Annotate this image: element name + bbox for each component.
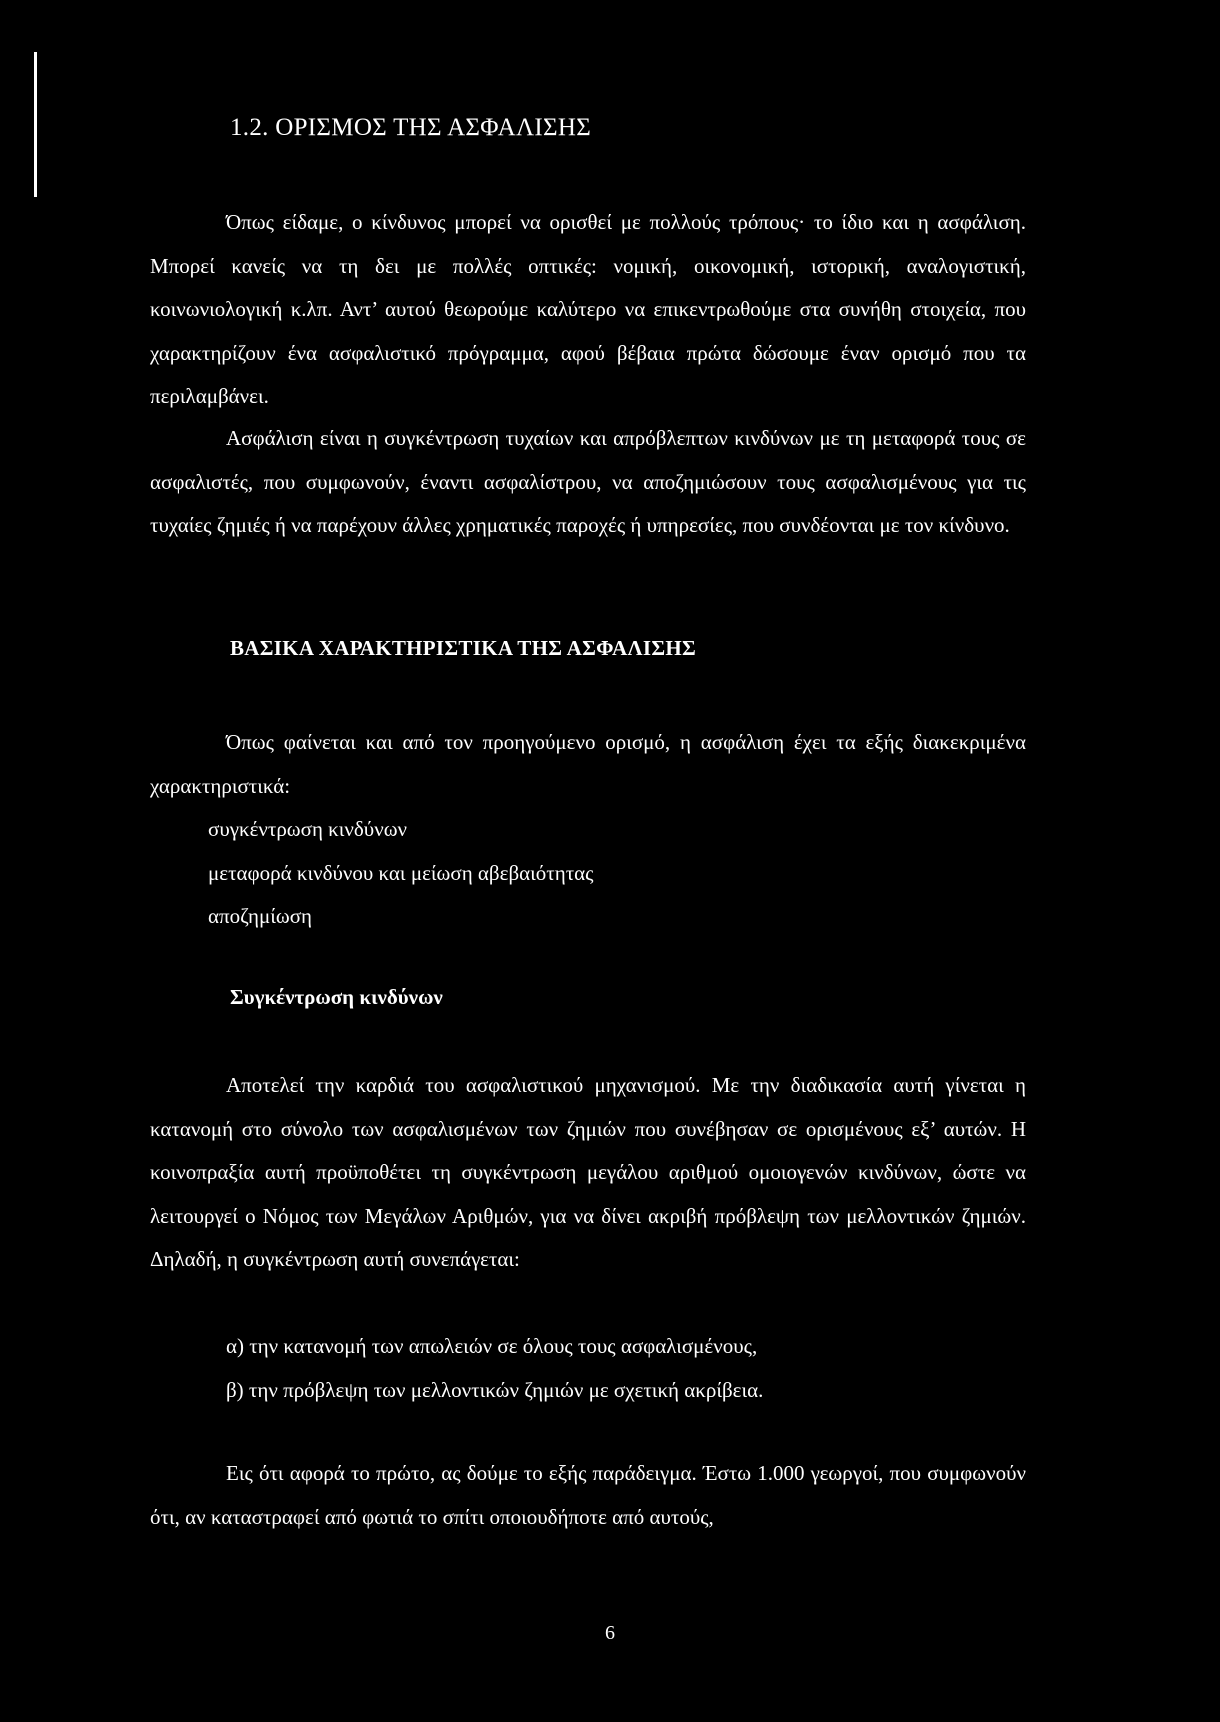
section-title: 1.2. ΟΡΙΣΜΟΣ ΤΗΣ ΑΣΦΑΛΙΣΗΣ — [230, 114, 592, 141]
characteristics-intro: Όπως φαίνεται και από τον προηγούμενο ορισμό, η ασφάλιση έχει τα εξής διακεκριμένα χαρακτηριστικά: — [150, 730, 1026, 798]
scan-edge-line — [34, 52, 37, 197]
pooling-paragraph: Αποτελεί την καρδιά του ασφαλιστικού μηχανισμού. Με την διαδικασία αυτή γίνεται η κατανομή στο σύνολο των ασφαλισμένων των ζημιών που συνέβησαν σε ορισμένους εξ’ αυτών. Η κοινοπραξία αυτή προϋποθέτει τη συγκέντρωση μεγάλου αριθμού ομοιογενών κινδύνων, ώστε να λειτουργεί ο Νόμος των Μεγάλων Αριθμών, για να δίνει ακριβή πρόβλεψη των μελλοντικών ζημιών. Δηλαδή, η συγκέντρωση αυτή συνεπάγεται: — [150, 1073, 1026, 1271]
list-item: β) την πρόβλεψη των μελλοντικών ζημιών με σχετική ακρίβεια. — [226, 1377, 764, 1402]
list-item: μεταφορά κινδύνου και μείωση αβεβαιότητας — [208, 860, 594, 885]
implications-list — [226, 1325, 763, 1412]
page-number: 6 — [605, 1622, 615, 1644]
list-item: συγκέντρωση κινδύνων — [208, 817, 408, 841]
characteristics-list — [208, 808, 593, 939]
example-paragraph: Εις ότι αφορά το πρώτο, ας δούμε το εξής παράδειγμα. Έστω 1.000 γεωργοί, που συμφωνούν ότι, αν καταστραφεί από φωτιά το σπίτι οποιουδήποτε από αυτούς, — [150, 1461, 1026, 1529]
subheading-risk-pooling: Συγκέντρωση κινδύνων — [230, 985, 443, 1009]
definition-paragraph: Ασφάλιση είναι η συγκέντρωση τυχαίων και απρόβλεπτων κινδύνων με τη μεταφορά τους σε ασφαλιστές, που συμφωνούν, έναντι ασφαλίστρου, να αποζημιώσουν τους ασφαλισμένους για τις τυχαίες ζημιές ή να παρέχουν άλλες χρηματικές παροχές ή υπηρεσίες, που συνδέονται με τον κίνδυνο. — [150, 426, 1026, 537]
intro-paragraph: Όπως είδαμε, ο κίνδυνος μπορεί να ορισθεί με πολλούς τρόπους· το ίδιο και η ασφάλιση. Μπορεί κανείς να τη δει με πολλές οπτικές: νομική, οικονομική, ιστορική, αναλογιστική, κοινωνιολογική κ.λπ. Αντ’ αυτού θεωρούμε καλύτερο να επικεντρωθούμε στα συνήθη στοιχεία, που χαρακτηρίζουν ένα ασφαλιστικό πρόγραμμα, αφού βέβαια πρώτα δώσουμε έναν ορισμό που τα περιλαμβάνει. — [150, 210, 1026, 408]
list-item: α) την κατανομή των απωλειών σε όλους τους ασφαλισμένους, — [226, 1334, 758, 1358]
list-item: αποζημίωση — [208, 904, 312, 928]
characteristics-heading: ΒΑΣΙΚΑ ΧΑΡΑΚΤΗΡΙΣΤΙΚΑ ΤΗΣ ΑΣΦΑΛΙΣΗΣ — [230, 636, 697, 660]
